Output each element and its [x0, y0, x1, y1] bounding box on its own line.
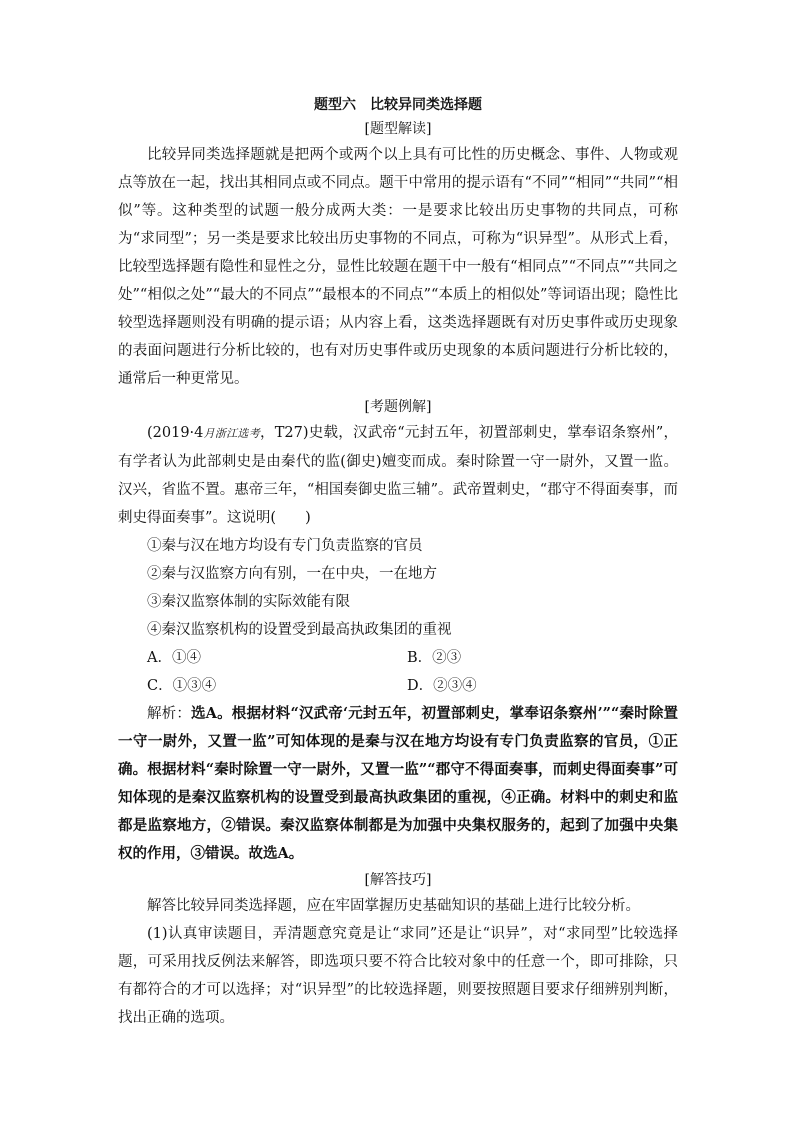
- choice-b: B．②③: [407, 650, 462, 666]
- example-source-note: 月浙江选考: [203, 427, 260, 440]
- choice-c: C．①③④: [147, 678, 217, 694]
- choice-row-2: [118, 672, 678, 700]
- choice-a: A．①④: [147, 650, 201, 666]
- explanation-paragraph: [118, 700, 678, 868]
- skills-intro: 解答比较异同类选择题，应在牢固掌握历史基础知识的基础上进行比较分析。: [147, 898, 640, 914]
- statement-1: ①秦与汉在地方均设有专门负责监察的官员: [147, 538, 423, 554]
- document-page: [118, 93, 678, 1032]
- statement-2: ②秦与汉监察方向有别，一在中央，一在地方: [147, 566, 437, 582]
- example-stem-text: 史载，汉武帝“元封五年，初置部刺史，掌奉诏条察州”，有学者认为此部刺史是由秦代的监(御史)嬗变而成。秦时除置一守一尉外，又置一监。汉兴，省监不置。惠帝三年，“相国奏御史监三辅”。武帝置刺史，“郡守不得面奏事，而刺史得面奏事”。这说明( ): [118, 425, 679, 526]
- example-source-suffix: ，T27): [259, 425, 309, 441]
- statement-3: ③秦汉监察体制的实际效能有限: [147, 594, 350, 610]
- choice-row-1: [118, 644, 678, 672]
- example-stem: [118, 419, 678, 532]
- explanation-lead: 解析：: [147, 706, 192, 722]
- example-source-prefix: (2019·4: [147, 425, 204, 441]
- choice-d: D．②③④: [407, 678, 477, 694]
- section-heading-example: [考题例解]: [364, 399, 432, 415]
- page-title: 题型六 比较异同类选择题: [314, 97, 482, 113]
- section-heading-skills: [解答技巧]: [364, 872, 432, 888]
- statement-4: ④秦汉监察机构的设置受到最高执政集团的重视: [147, 622, 452, 638]
- section-heading-interpretation: [题型解读]: [364, 121, 432, 137]
- explanation-text: 选A。根据材料“汉武帝‘元封五年，初置部刺史，掌奉诏条察州’”“秦时除置一守一尉外，又置一监”可知体现的是秦与汉在地方均设有专门负责监察的官员，①正确。根据材料“秦时除置一守一尉外，又置一监”“郡守不得面奏事，而刺史得面奏事”可知体现的是秦汉监察机构的设置受到最高执政集团的重视，④正确。材料中的刺史和监都是监察地方，②错误。秦汉监察体制都是为加强中央集权服务的，起到了加强中央集权的作用，③错误。故选A。: [118, 705, 678, 862]
- skills-point-1: (1)认真审读题目，弄清题意究竟是让“求同”还是让“识异”，对“求同型”比较选择题，可采用找反例法来解答，即选项只要不符合比较对象中的任意一个，即可排除，只有都符合的才可以选择；对“识异型”的比较选择题，则要按照题目要求仔细辨别判断，找出正确的选项。: [118, 926, 678, 1026]
- interpretation-paragraph: 比较异同类选择题就是把两个或两个以上具有可比性的历史概念、事件、人物或观点等放在一起，找出其相同点或不同点。题干中常用的提示语有“不同”“相同”“共同”“相似”等。这种类型的试题一般分成两大类：一是要求比较出历史事物的共同点，可称为“求同型”；另一类是要求比较出历史事物的不同点，可称为“识异型”。从形式上看，比较型选择题有隐性和显性之分，显性比较题在题干中一般有“相同点”“不同点”“共同之处”“相似之处”“最大的不同点”“最根本的不同点”“本质上的相似处”等词语出现；隐性比较型选择题则没有明确的提示语；从内容上看，这类选择题既有对历史事件或历史现象的表面问题进行分析比较的，也有对历史事件或历史现象的本质问题进行分析比较的，通常后一种更常见。: [118, 147, 678, 387]
